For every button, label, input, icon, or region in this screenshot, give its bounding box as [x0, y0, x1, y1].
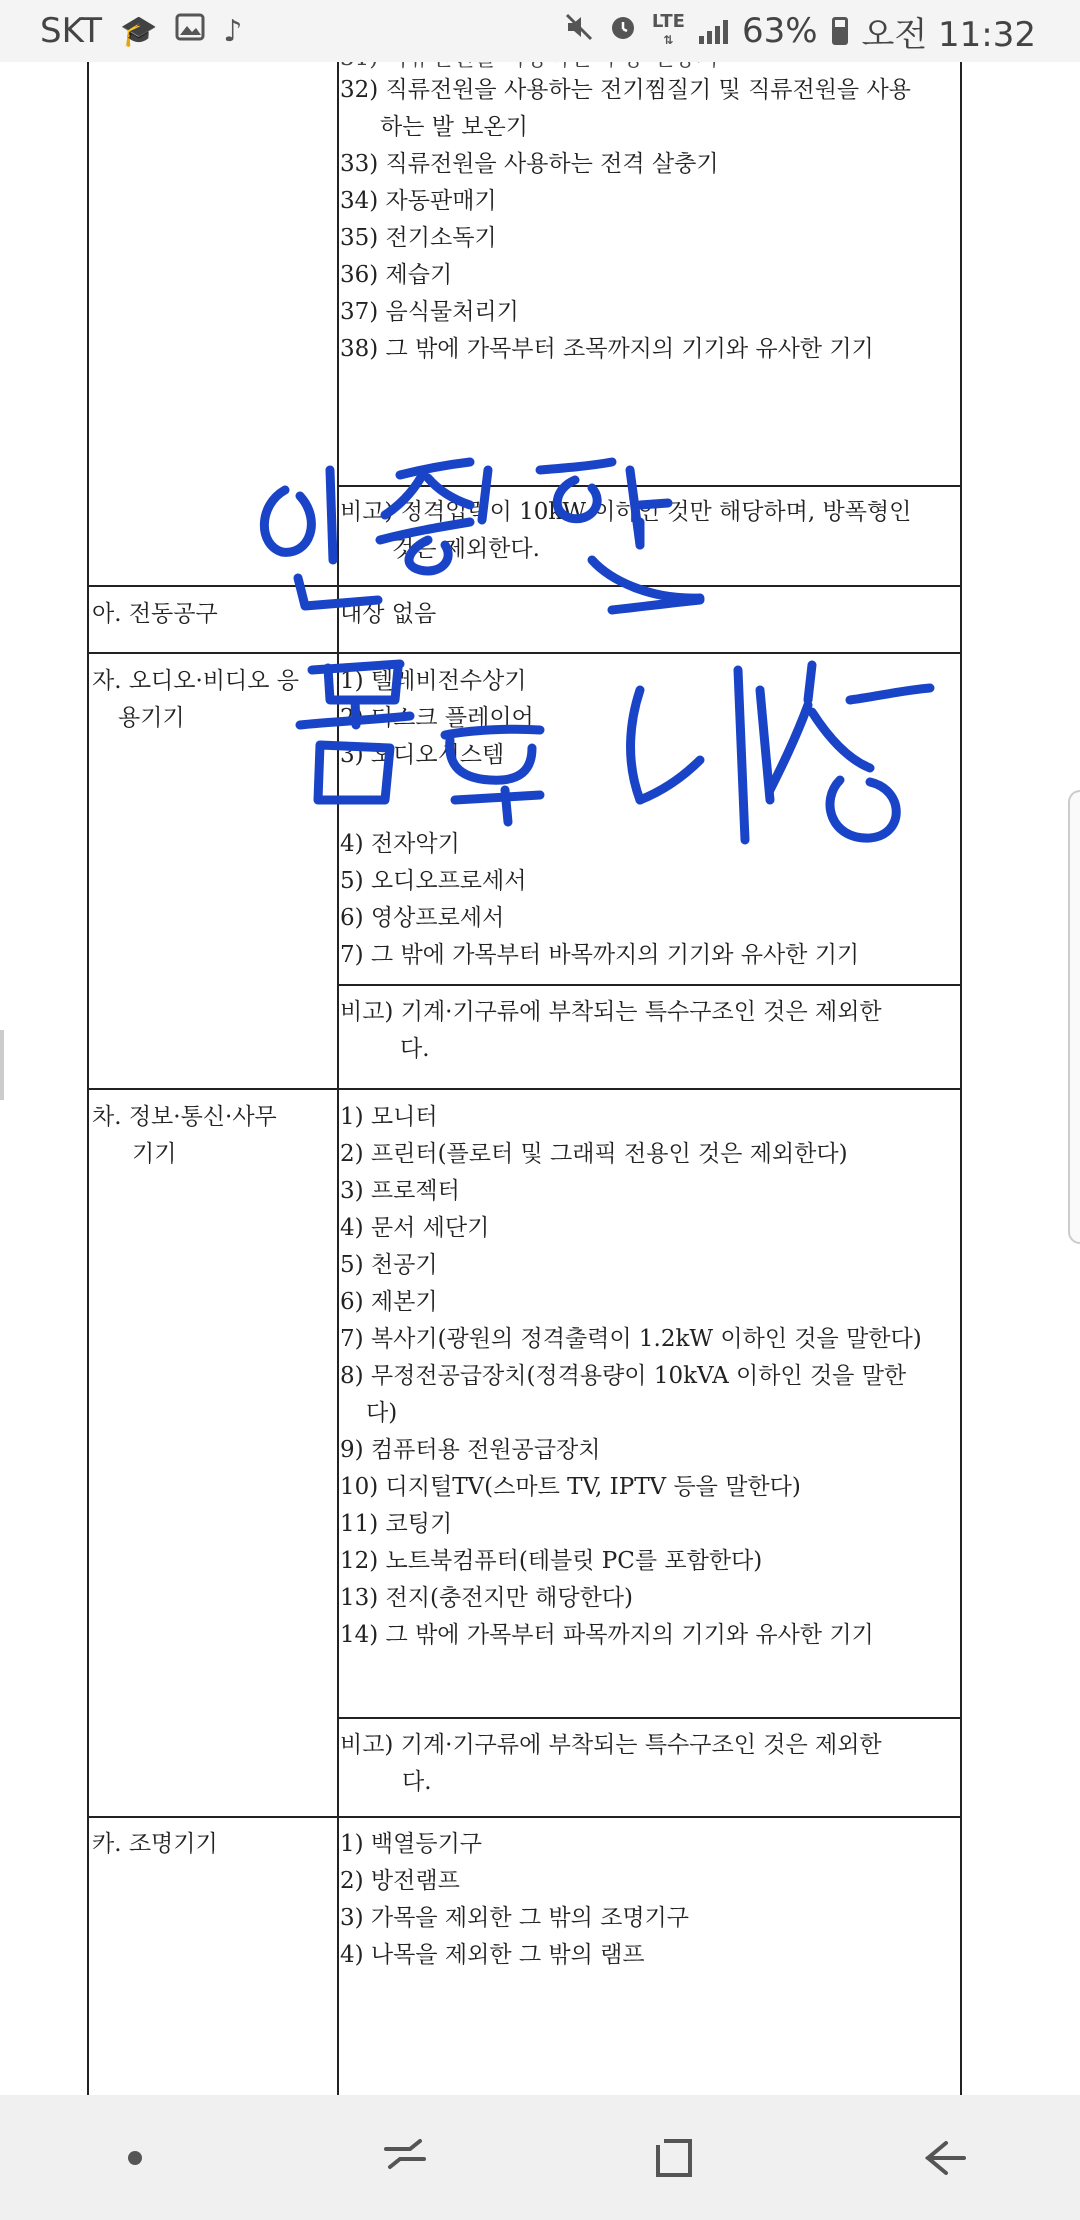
list-item: 3) 가목을 제외한 그 밖의 조명기구: [340, 1905, 689, 1931]
home-icon: [650, 2133, 700, 2183]
hat-icon: 🎓: [120, 13, 158, 49]
list-item: 1) 백열등기구: [340, 1831, 483, 1857]
carrier-label: SKT: [40, 11, 103, 51]
note-text: 것은 제외한다.: [392, 536, 540, 562]
table-border-middle: [337, 62, 339, 2095]
list-item: 1) 텔레비전수상기: [340, 668, 527, 694]
category-label: 아. 전동공구: [92, 601, 218, 627]
category-label: 차. 정보·통신·사무: [92, 1104, 277, 1130]
back-button[interactable]: [885, 2113, 1005, 2203]
note-text: 다.: [400, 1036, 430, 1062]
note-text: 비고) 정격입력이 10kW 이하인 것만 해당하며, 방폭형인: [340, 499, 912, 525]
battery-icon: [832, 17, 848, 45]
list-item: 2) 디스크 플레이어: [340, 705, 534, 731]
battery-percent: 63%: [741, 11, 818, 51]
list-item: 34) 자동판매기: [340, 188, 497, 214]
clock: 오전 11:32: [861, 14, 1036, 55]
lte-icon: LTE ⇅: [651, 11, 685, 47]
image-icon: [175, 13, 205, 49]
list-item: 3) 프로젝터: [340, 1178, 460, 1204]
list-item: 9) 컴퓨터용 전원공급장치: [340, 1437, 601, 1463]
list-item: 36) 제습기: [340, 262, 453, 288]
dot-button[interactable]: [75, 2113, 195, 2203]
list-item: 14) 그 밖에 가목부터 파목까지의 기기와 유사한 기기: [340, 1622, 874, 1648]
row-divider: [87, 585, 962, 587]
list-item: 다): [366, 1400, 398, 1426]
row-divider: [87, 1088, 962, 1090]
list-item: 32) 직류전원을 사용하는 전기찜질기 및 직류전원을 사용: [340, 77, 911, 103]
note-text: 비고) 기계·기구류에 부착되는 특수구조인 것은 제외한: [340, 999, 882, 1025]
list-item: 대상 없음: [340, 601, 437, 627]
dot-icon: [125, 2148, 145, 2168]
signal-icon: [699, 18, 728, 44]
note-text: 다.: [402, 1769, 432, 1795]
category-label: 기기: [132, 1141, 177, 1167]
list-item: 12) 노트북컴퓨터(테블릿 PC를 포함한다): [340, 1548, 763, 1574]
list-item: 2) 방전램프: [340, 1868, 460, 1894]
row-divider: [337, 984, 962, 986]
recent-apps-button[interactable]: [345, 2113, 465, 2203]
list-item: 8) 무정전공급장치(정격용량이 10kVA 이하인 것을 말한: [340, 1363, 907, 1389]
edge-panel-handle[interactable]: [1068, 790, 1080, 1244]
home-button[interactable]: [615, 2113, 735, 2203]
list-item: 4) 문서 세단기: [340, 1215, 490, 1241]
list-item: 3) 오디오시스템: [340, 742, 505, 768]
list-item: 10) 디지털TV(스마트 TV, IPTV 등을 말한다): [340, 1474, 801, 1500]
list-item: 4) 전자악기: [340, 831, 460, 857]
back-icon: [920, 2133, 970, 2183]
note-text: 비고) 기계·기구류에 부착되는 특수구조인 것은 제외한: [340, 1732, 882, 1758]
recent-apps-icon: [380, 2133, 430, 2183]
list-item: 5) 오디오프로세서: [340, 868, 527, 894]
list-item: 33) 직류전원을 사용하는 전격 살충기: [340, 151, 719, 177]
list-item: 38) 그 밖에 가목부터 조목까지의 기기와 유사한 기기: [340, 336, 874, 362]
list-item: 1) 모니터: [340, 1104, 438, 1130]
music-icon: ♪: [223, 13, 243, 49]
list-item: 11) 코팅기: [340, 1511, 453, 1537]
mute-icon: [564, 12, 594, 50]
row-divider: [87, 652, 962, 654]
list-item: 4) 나목을 제외한 그 밖의 램프: [340, 1942, 645, 1968]
row-divider: [87, 1816, 962, 1818]
table-border-left: [87, 62, 89, 2095]
scroll-indicator: [0, 1030, 4, 1100]
list-item: 37) 음식물처리기: [340, 299, 519, 325]
list-item: 2) 프린터(플로터 및 그래픽 전용인 것은 제외한다): [340, 1141, 848, 1167]
list-item: 13) 전지(충전지만 해당한다): [340, 1585, 633, 1611]
row-divider: [337, 485, 962, 487]
list-item: 5) 천공기: [340, 1252, 438, 1278]
alarm-icon: [608, 12, 638, 50]
list-item: 6) 제본기: [340, 1289, 438, 1315]
row-divider: [337, 1717, 962, 1719]
list-item: 7) 복사기(광원의 정격출력이 1.2kW 이하인 것을 말한다): [340, 1326, 922, 1352]
list-item: 7) 그 밖에 가목부터 바목까지의 기기와 유사한 기기: [340, 942, 860, 968]
table-border-right: [960, 62, 962, 2095]
navigation-bar: [0, 2095, 1080, 2220]
list-item: 6) 영상프로세서: [340, 905, 505, 931]
category-label: 카. 조명기기: [92, 1831, 218, 1857]
list-item: 하는 발 보온기: [380, 114, 528, 140]
category-label: 용기기: [118, 705, 185, 731]
list-item: 35) 전기소독기: [340, 225, 497, 251]
status-bar: [0, 0, 1080, 62]
category-label: 자. 오디오·비디오 응: [92, 668, 299, 694]
